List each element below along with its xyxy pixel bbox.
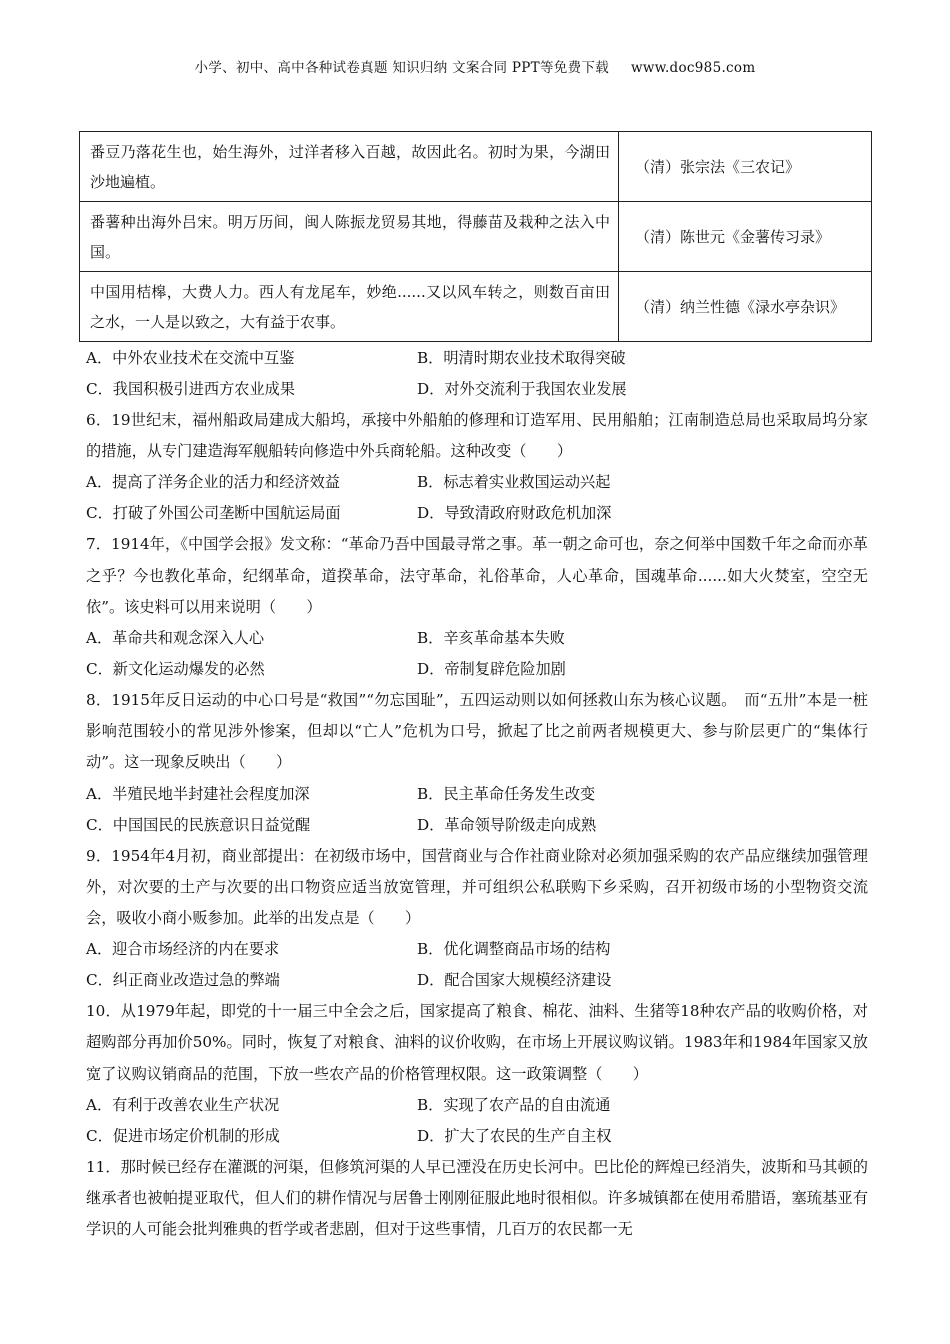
q9-stem: 9．1954年4月初，商业部提出：在初级市场中，国营商业与合作社商业除对必须加强采购的农产品应继续加强管理外，对次要的土产与次要的出口物资应适当放宽管理，并可组织公私联购下乡采购，召开初级市场的小型物资交流会，吸收小商小贩参加。此举的出发点是（ ）	[86, 846, 868, 928]
table-source: （清）纳兰性德《渌水亭杂识》	[619, 272, 872, 342]
q10-stem: 10．从1979年起，即党的十一届三中全会之后，国家提高了粮食、棉花、油料、生猪等18种农产品的收购价格，对超购部分再加价50%。同时，恢复了对粮食、油料的议价收购，在市场上开展议购议销。1983年和1984年国家又放宽了议购议销商品的范围，下放一些农产品的价格管理权限。这一政策调整（ ）	[86, 1002, 868, 1083]
q10-option-a: A．有利于改善农业生产状况	[86, 1095, 280, 1114]
q9-option-b: B．优化调整商品市场的结构	[417, 940, 611, 959]
table-quote: 番豆乃落花生也，始生海外，过洋者移入百越，故因此名。初时为果，今湖田沙地遍植。	[80, 132, 619, 202]
q6-stem: 6．19世纪末，福州船政局建成大船坞，承接中外船舶的修理和订造军用、民用船舶；江南制造总局也采取局坞分家的措施，从专门建造海军舰船转向修造中外兵商轮船。这种改变（ ）	[86, 411, 868, 461]
q8-option-c: C．中国国民的民族意识日益觉醒	[86, 815, 311, 834]
q5-option-a: A．中外农业技术在交流中互鉴	[86, 349, 295, 367]
page-header	[0, 56, 950, 76]
table-row	[80, 202, 872, 272]
q9-options	[86, 934, 868, 996]
q10-option-c: C．促进市场定价机制的形成	[86, 1126, 280, 1145]
header-site: www.doc985.com	[631, 60, 756, 76]
q7-option-b: B．辛亥革命基本失败	[417, 629, 565, 648]
q10-option-b: B．实现了农产品的自由流通	[417, 1095, 611, 1114]
table-row	[80, 132, 872, 202]
q7-stem: 7．1914年，《中国学会报》发文称：“革命乃吾中国最寻常之事。革一朝之命可也，奈之何举中国数千年之命而亦革之乎？今也教化革命，纪纲革命，道揆革命，法守革命，礼俗革命，人心革命，国魂革命......如大火焚室，空空无依”。该史料可以用来说明（ ）	[86, 535, 868, 616]
q7-option-a: A．革命共和观念深入人心	[86, 629, 265, 648]
q10-option-d: D．扩大了农民的生产自主权	[417, 1126, 612, 1145]
q8-option-a: A．半殖民地半封建社会程度加深	[86, 784, 310, 803]
q6-option-a: A．提高了洋务企业的活力和经济效益	[86, 473, 340, 492]
q8-option-d: D．革命领导阶级走向成熟	[417, 815, 597, 834]
q7-options	[86, 623, 868, 685]
table-source: （清）陈世元《金薯传习录》	[619, 202, 872, 272]
q9-option-a: A．迎合市场经济的内在要求	[86, 940, 280, 959]
q6-options	[86, 467, 868, 529]
q8-stem: 8．1915年反日运动的中心口号是“救国”“勿忘国耻”，五四运动则以如何拯救山东为核心议题。 而“五卅”本是一桩影响范围较小的常见涉外惨案，但却以“亡人”危机为口号，掀起了比之前两者规模更大、参与阶层更广的“集体行动”。这一现象反映出（ ）	[86, 691, 868, 772]
source-table	[79, 131, 872, 342]
q6-option-b: B．标志着实业救国运动兴起	[417, 473, 611, 492]
q5-option-c: C．我国积极引进西方农业成果	[86, 380, 296, 398]
table-quote: 番薯种出海外吕宋。明万历间，闽人陈振龙贸易其地，得藤苗及栽种之法入中国。	[80, 202, 619, 272]
table-source: （清）张宗法《三农记》	[619, 132, 872, 202]
q5-option-d: D．对外交流利于我国农业发展	[417, 380, 627, 398]
q7-option-d: D．帝制复辟危险加剧	[417, 660, 566, 679]
q5-options	[86, 343, 868, 405]
q5-option-b: B．明清时期农业技术取得突破	[417, 349, 626, 367]
q8-options	[86, 779, 868, 841]
q7-option-c: C．新文化运动爆发的必然	[86, 660, 265, 679]
table-row	[80, 272, 872, 342]
q8-option-b: B．民主革命任务发生改变	[417, 784, 596, 803]
q6-option-c: C．打破了外国公司垄断中国航运局面	[86, 504, 341, 523]
q9-option-c: C．纠正商业改造过急的弊端	[86, 971, 280, 990]
q10-options	[86, 1090, 868, 1152]
q6-option-d: D．导致清政府财政危机加深	[417, 504, 612, 523]
questions	[86, 343, 868, 1245]
header-text: 小学、初中、高中各种试卷真题 知识归纳 文案合同 PPT等免费下载	[194, 60, 609, 76]
q11-stem: 11．那时候已经存在灌溉的河渠，但修筑河渠的人早已湮没在历史长河中。巴比伦的辉煌已经消失，波斯和马其顿的继承者也被帕提亚取代，但人们的耕作情况与居鲁士刚刚征服此地时很相似。许多城镇都在使用希腊语，塞琉基亚有学识的人可能会批判雅典的哲学或者悲剧，但对于这些事情，几百万的农民都一无	[86, 1157, 868, 1239]
q9-option-d: D．配合国家大规模经济建设	[417, 971, 612, 990]
table-quote: 中国用桔槔，大费人力。西人有龙尾车，妙绝......又以风车转之，则数百亩田之水，一人是以致之，大有益于农事。	[80, 272, 619, 342]
